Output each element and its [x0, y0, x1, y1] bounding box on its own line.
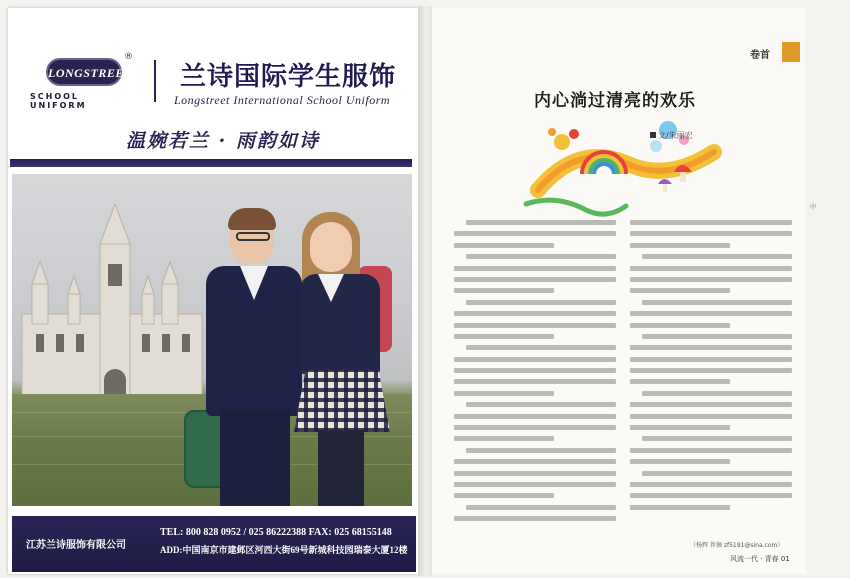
phone-fax: TEL: 800 828 0952 / 025 86222388 FAX: 025 68155148: [160, 527, 392, 538]
company-address: ADD:中国南京市建邺区河西大街69号新城科技园瑞泰大厦12楼: [160, 545, 408, 555]
boy-glasses: [236, 232, 270, 241]
article-page: [432, 8, 806, 574]
logo-subtitle: SCHOOL UNIFORM: [30, 92, 87, 110]
page-gutter: [418, 6, 432, 576]
ad-slogan: 温婉若兰 · 雨韵如诗: [126, 130, 320, 152]
ad-stripe: [10, 159, 412, 167]
article-byline: 文/朱丽宏: [658, 131, 693, 140]
advertisement-page: [8, 8, 418, 574]
girl-tights: [318, 430, 364, 506]
registered-mark: ®: [124, 52, 133, 62]
girl-face: [310, 222, 352, 272]
contact-banner: [12, 516, 416, 572]
plaid-skirt: [294, 370, 390, 432]
section-color-mark: [782, 42, 800, 62]
page-footer: 风流一代 · 青春 01: [730, 555, 790, 563]
boy-hair: [228, 208, 276, 230]
company-name: 江苏兰诗服饰有限公司: [26, 540, 126, 551]
article-body: [454, 220, 798, 530]
brand-name-english: Longstreet International School Uniform: [174, 93, 391, 107]
logo-oval: [46, 58, 132, 86]
rainbow-illustration: [518, 112, 728, 222]
brand-name-chinese: 兰诗国际学生服饰: [180, 62, 397, 92]
girl-cardigan: [300, 274, 380, 374]
uniform-photo: [12, 174, 412, 506]
body-column-right: [630, 220, 792, 528]
byline-marker: [650, 132, 656, 138]
boy-trousers: [220, 410, 290, 506]
edge-mark: 中: [810, 204, 817, 211]
body-column-left: [454, 220, 616, 528]
author-note: （杨辉 荐摘 zf5191@sina.com）: [690, 542, 784, 549]
logo-text: LONGSTREET: [48, 66, 132, 80]
logo-divider: [154, 60, 156, 102]
section-tag: 卷首: [750, 50, 770, 61]
article-title: 内心淌过清亮的欢乐: [534, 91, 696, 111]
brand-logo: [30, 52, 133, 110]
castle-illustration: [12, 204, 222, 424]
